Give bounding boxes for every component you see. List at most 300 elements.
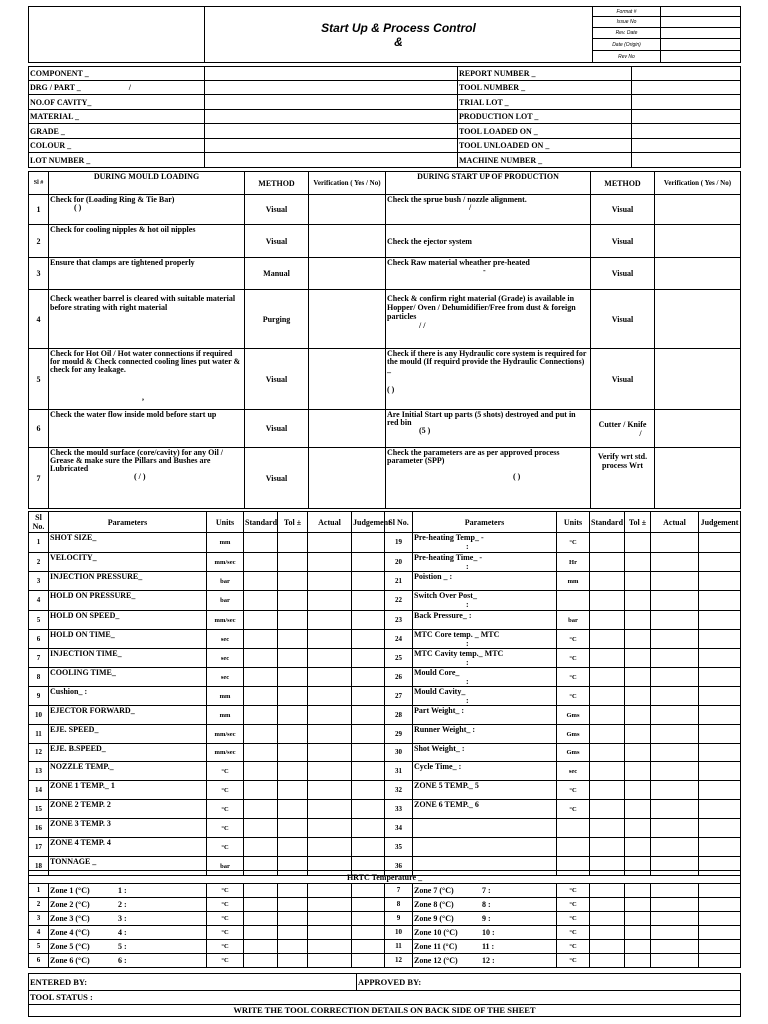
tol-field[interactable] bbox=[625, 926, 651, 940]
actual-field[interactable] bbox=[651, 611, 699, 630]
standard-field[interactable] bbox=[244, 725, 278, 744]
actual-field[interactable] bbox=[651, 940, 699, 954]
standard-field[interactable] bbox=[244, 819, 278, 838]
tol-field[interactable] bbox=[278, 706, 308, 725]
actual-field[interactable] bbox=[308, 800, 352, 819]
info-field[interactable] bbox=[632, 95, 741, 110]
standard-field[interactable] bbox=[590, 781, 625, 800]
actual-field[interactable] bbox=[651, 668, 699, 687]
parameter-name: Mould Cavity_ : bbox=[413, 687, 557, 706]
meta-label: Format # bbox=[593, 7, 661, 17]
unit: °C bbox=[557, 533, 590, 553]
zone-name: Zone 11 (°C) 11 : bbox=[413, 940, 557, 954]
actual-field[interactable] bbox=[308, 954, 352, 968]
info-field[interactable] bbox=[632, 81, 741, 95]
actual-field[interactable] bbox=[308, 553, 352, 572]
judgement-field[interactable] bbox=[699, 725, 741, 744]
tol-field[interactable] bbox=[278, 898, 308, 912]
standard-field[interactable] bbox=[244, 572, 278, 591]
judgement-field[interactable] bbox=[352, 926, 385, 940]
parameter-name: SHOT SIZE_ bbox=[49, 533, 207, 553]
row-number: 18 bbox=[29, 857, 49, 876]
row-number: 9 bbox=[385, 912, 413, 926]
standard-field[interactable] bbox=[244, 762, 278, 781]
standard-field[interactable] bbox=[590, 611, 625, 630]
judgement-field[interactable] bbox=[699, 533, 741, 553]
tol-field[interactable] bbox=[278, 912, 308, 926]
actual-field[interactable] bbox=[651, 725, 699, 744]
standard-field[interactable] bbox=[244, 649, 278, 668]
info-field[interactable] bbox=[205, 67, 458, 81]
judgement-field[interactable] bbox=[699, 954, 741, 968]
judgement-field[interactable] bbox=[352, 591, 385, 611]
table-row bbox=[29, 611, 741, 630]
actual-field[interactable] bbox=[651, 762, 699, 781]
parameter-name: ZONE 6 TEMP._ 6 bbox=[413, 800, 557, 819]
actual-field[interactable] bbox=[308, 744, 352, 762]
judgement-field[interactable] bbox=[699, 553, 741, 572]
actual-field[interactable] bbox=[651, 800, 699, 819]
row-number: 11 bbox=[385, 940, 413, 954]
tol-field[interactable] bbox=[278, 744, 308, 762]
parameter-name: HOLD ON SPEED_ bbox=[49, 611, 207, 630]
verification-field[interactable] bbox=[309, 258, 386, 290]
unit: sec bbox=[207, 630, 244, 649]
standard-field[interactable] bbox=[590, 725, 625, 744]
loading-check: Check for cooling nipples & hot oil nipples bbox=[49, 225, 245, 258]
standard-field[interactable] bbox=[244, 591, 278, 611]
judgement-field[interactable] bbox=[699, 781, 741, 800]
row-number: 1 bbox=[29, 533, 49, 553]
row-number: 33 bbox=[385, 800, 413, 819]
unit: mm/sec bbox=[207, 725, 244, 744]
row-number: 13 bbox=[29, 762, 49, 781]
meta-label: Date (Origin) bbox=[593, 39, 661, 51]
judgement-field[interactable] bbox=[699, 591, 741, 611]
unit: mm/sec bbox=[207, 553, 244, 572]
tol-field[interactable] bbox=[278, 884, 308, 898]
standard-field[interactable] bbox=[244, 884, 278, 898]
tol-field[interactable] bbox=[625, 898, 651, 912]
tol-field[interactable] bbox=[278, 940, 308, 954]
unit: mm/sec bbox=[207, 744, 244, 762]
parameter-name: Shot Weight_ : bbox=[413, 744, 557, 762]
standard-field[interactable] bbox=[590, 800, 625, 819]
actual-field[interactable] bbox=[651, 954, 699, 968]
standard-field[interactable] bbox=[590, 687, 625, 706]
col-actual: Actual bbox=[651, 512, 699, 533]
actual-field[interactable] bbox=[308, 838, 352, 857]
info-field[interactable] bbox=[205, 95, 458, 110]
judgement-field[interactable] bbox=[699, 884, 741, 898]
standard-field[interactable] bbox=[244, 611, 278, 630]
actual-field[interactable] bbox=[651, 898, 699, 912]
parameter-name: Switch Over Post_ : bbox=[413, 591, 557, 611]
verification2-field[interactable] bbox=[655, 195, 741, 225]
info-label: MACHINE NUMBER _ bbox=[458, 153, 632, 168]
tol-field[interactable] bbox=[625, 553, 651, 572]
unit: Gms bbox=[557, 744, 590, 762]
unit: mm bbox=[207, 533, 244, 553]
judgement-field[interactable] bbox=[352, 533, 385, 553]
unit: °C bbox=[557, 630, 590, 649]
info-field[interactable] bbox=[205, 124, 458, 139]
verification-field[interactable] bbox=[309, 349, 386, 410]
actual-field[interactable] bbox=[308, 706, 352, 725]
standard-field[interactable] bbox=[590, 706, 625, 725]
standard-field[interactable] bbox=[244, 954, 278, 968]
standard-field[interactable] bbox=[244, 687, 278, 706]
standard-field[interactable] bbox=[590, 940, 625, 954]
judgement-field[interactable] bbox=[699, 912, 741, 926]
row-number: 11 bbox=[29, 725, 49, 744]
parameter-name bbox=[413, 838, 557, 857]
hrtc-table bbox=[28, 870, 741, 968]
verification-field[interactable] bbox=[309, 290, 386, 349]
standard-field[interactable] bbox=[590, 572, 625, 591]
judgement-field[interactable] bbox=[699, 838, 741, 857]
standard-field[interactable] bbox=[244, 800, 278, 819]
judgement-field[interactable] bbox=[699, 819, 741, 838]
parameter-name: INJECTION PRESSURE_ bbox=[49, 572, 207, 591]
judgement-field[interactable] bbox=[352, 668, 385, 687]
actual-field[interactable] bbox=[651, 649, 699, 668]
tol-field[interactable] bbox=[625, 954, 651, 968]
standard-field[interactable] bbox=[590, 898, 625, 912]
actual-field[interactable] bbox=[308, 781, 352, 800]
judgement-field[interactable] bbox=[352, 744, 385, 762]
info-field[interactable] bbox=[632, 110, 741, 124]
verification2-field[interactable] bbox=[655, 258, 741, 290]
actual-field[interactable] bbox=[651, 591, 699, 611]
actual-field[interactable] bbox=[308, 762, 352, 781]
method: Purging bbox=[245, 290, 309, 349]
tol-field[interactable] bbox=[625, 630, 651, 649]
judgement-field[interactable] bbox=[352, 706, 385, 725]
tol-field[interactable] bbox=[278, 781, 308, 800]
judgement-field[interactable] bbox=[352, 800, 385, 819]
judgement-field[interactable] bbox=[352, 611, 385, 630]
actual-field[interactable] bbox=[651, 687, 699, 706]
judgement-field[interactable] bbox=[352, 649, 385, 668]
tol-field[interactable] bbox=[625, 533, 651, 553]
row-number: 10 bbox=[29, 706, 49, 725]
actual-field[interactable] bbox=[308, 926, 352, 940]
actual-field[interactable] bbox=[651, 884, 699, 898]
judgement-field[interactable] bbox=[699, 706, 741, 725]
info-field[interactable] bbox=[205, 139, 458, 153]
hrtc-row bbox=[29, 884, 741, 898]
info-field[interactable] bbox=[205, 110, 458, 124]
table-row bbox=[29, 649, 741, 668]
judgement-field[interactable] bbox=[699, 611, 741, 630]
tol-field[interactable] bbox=[625, 912, 651, 926]
col-sl: Sl No. bbox=[385, 512, 413, 533]
standard-field[interactable] bbox=[590, 533, 625, 553]
loading-check: Ensure that clamps are tightened properly bbox=[49, 258, 245, 290]
unit: bar bbox=[557, 611, 590, 630]
info-label: LOT NUMBER _ bbox=[29, 153, 205, 168]
verification2-field[interactable] bbox=[655, 448, 741, 509]
unit: Gms bbox=[557, 725, 590, 744]
verification-field[interactable] bbox=[309, 410, 386, 448]
actual-field[interactable] bbox=[651, 838, 699, 857]
row-number: 17 bbox=[29, 838, 49, 857]
tol-field[interactable] bbox=[278, 800, 308, 819]
zone-name: Zone 4 (°C) 4 : bbox=[49, 926, 207, 940]
actual-field[interactable] bbox=[651, 630, 699, 649]
standard-field[interactable] bbox=[590, 819, 625, 838]
tol-field[interactable] bbox=[625, 591, 651, 611]
unit bbox=[557, 819, 590, 838]
judgement-field[interactable] bbox=[352, 940, 385, 954]
form-title: Start Up & Process Control & bbox=[205, 7, 593, 63]
tol-field[interactable] bbox=[278, 838, 308, 857]
standard-field[interactable] bbox=[244, 706, 278, 725]
tol-field[interactable] bbox=[625, 762, 651, 781]
tol-field[interactable] bbox=[278, 591, 308, 611]
tol-field[interactable] bbox=[278, 926, 308, 940]
standard-field[interactable] bbox=[244, 744, 278, 762]
info-label: TRIAL LOT _ bbox=[458, 95, 632, 110]
judgement-field[interactable] bbox=[699, 926, 741, 940]
parameter-name: ZONE 4 TEMP. 4 bbox=[49, 838, 207, 857]
col-method: METHOD bbox=[245, 172, 309, 195]
row-number: 28 bbox=[385, 706, 413, 725]
standard-field[interactable] bbox=[244, 668, 278, 687]
verification2-field[interactable] bbox=[655, 410, 741, 448]
actual-field[interactable] bbox=[308, 668, 352, 687]
judgement-field[interactable] bbox=[699, 762, 741, 781]
verification2-field[interactable] bbox=[655, 225, 741, 258]
standard-field[interactable] bbox=[590, 926, 625, 940]
table-row bbox=[29, 553, 741, 572]
actual-field[interactable] bbox=[308, 912, 352, 926]
info-field[interactable] bbox=[632, 67, 741, 81]
standard-field[interactable] bbox=[590, 744, 625, 762]
tool-status[interactable]: TOOL STATUS : bbox=[29, 991, 741, 1005]
actual-field[interactable] bbox=[308, 725, 352, 744]
tol-field[interactable] bbox=[625, 819, 651, 838]
row-number: 4 bbox=[29, 290, 49, 349]
judgement-field[interactable] bbox=[699, 630, 741, 649]
judgement-field[interactable] bbox=[352, 553, 385, 572]
tol-field[interactable] bbox=[278, 819, 308, 838]
parameter-name: NOZZLE TEMP._ bbox=[49, 762, 207, 781]
actual-field[interactable] bbox=[308, 898, 352, 912]
judgement-field[interactable] bbox=[699, 744, 741, 762]
verification-field[interactable] bbox=[309, 195, 386, 225]
tol-field[interactable] bbox=[625, 884, 651, 898]
tol-field[interactable] bbox=[278, 725, 308, 744]
judgement-field[interactable] bbox=[699, 898, 741, 912]
standard-field[interactable] bbox=[590, 884, 625, 898]
tol-field[interactable] bbox=[625, 687, 651, 706]
drg-part-cell: DRG / PART _ / bbox=[29, 81, 205, 95]
actual-field[interactable] bbox=[651, 553, 699, 572]
row-number: 6 bbox=[29, 630, 49, 649]
tol-field[interactable] bbox=[625, 838, 651, 857]
actual-field[interactable] bbox=[651, 533, 699, 553]
standard-field[interactable] bbox=[244, 781, 278, 800]
actual-field[interactable] bbox=[308, 533, 352, 553]
unit: °C bbox=[207, 926, 244, 940]
standard-field[interactable] bbox=[244, 533, 278, 553]
judgement-field[interactable] bbox=[352, 762, 385, 781]
actual-field[interactable] bbox=[651, 819, 699, 838]
tol-field[interactable] bbox=[278, 553, 308, 572]
actual-field[interactable] bbox=[651, 781, 699, 800]
tol-field[interactable] bbox=[625, 725, 651, 744]
tol-field[interactable] bbox=[278, 611, 308, 630]
judgement-field[interactable] bbox=[699, 668, 741, 687]
zone-name: Zone 7 (°C) 7 : bbox=[413, 884, 557, 898]
actual-field[interactable] bbox=[651, 744, 699, 762]
col-parameters: Parameters bbox=[413, 512, 557, 533]
judgement-field[interactable] bbox=[699, 687, 741, 706]
logo-area bbox=[29, 7, 205, 63]
judgement-field[interactable] bbox=[352, 687, 385, 706]
actual-field[interactable] bbox=[651, 572, 699, 591]
footer-note: WRITE THE TOOL CORRECTION DETAILS ON BACK SIDE OF THE SHEET bbox=[29, 1005, 741, 1017]
zone-name: Zone 1 (°C) 1 : bbox=[49, 884, 207, 898]
judgement-field[interactable] bbox=[352, 572, 385, 591]
actual-field[interactable] bbox=[651, 912, 699, 926]
verification2-field[interactable] bbox=[655, 349, 741, 410]
info-field[interactable] bbox=[632, 124, 741, 139]
actual-field[interactable] bbox=[308, 572, 352, 591]
hrtc-row bbox=[29, 940, 741, 954]
actual-field[interactable] bbox=[308, 884, 352, 898]
parameters-table bbox=[28, 511, 741, 876]
judgement-field[interactable] bbox=[352, 781, 385, 800]
col-parameters: Parameters bbox=[49, 512, 207, 533]
standard-field[interactable] bbox=[590, 630, 625, 649]
entered-by[interactable]: ENTERED BY: bbox=[29, 974, 357, 991]
standard-field[interactable] bbox=[244, 898, 278, 912]
standard-field[interactable] bbox=[244, 630, 278, 649]
tol-field[interactable] bbox=[278, 668, 308, 687]
tol-field[interactable] bbox=[278, 687, 308, 706]
info-table bbox=[28, 66, 741, 168]
judgement-field[interactable] bbox=[352, 819, 385, 838]
tol-field[interactable] bbox=[625, 744, 651, 762]
tol-field[interactable] bbox=[278, 533, 308, 553]
judgement-field[interactable] bbox=[352, 630, 385, 649]
actual-field[interactable] bbox=[308, 649, 352, 668]
tol-field[interactable] bbox=[278, 954, 308, 968]
standard-field[interactable] bbox=[244, 553, 278, 572]
approved-by[interactable]: APPROVED BY: bbox=[357, 974, 741, 991]
standard-field[interactable] bbox=[590, 668, 625, 687]
tol-field[interactable] bbox=[625, 611, 651, 630]
zone-name: Zone 5 (°C) 5 : bbox=[49, 940, 207, 954]
actual-field[interactable] bbox=[308, 630, 352, 649]
judgement-field[interactable] bbox=[352, 912, 385, 926]
tol-field[interactable] bbox=[625, 668, 651, 687]
tol-field[interactable] bbox=[625, 649, 651, 668]
parameter-name: ZONE 2 TEMP. 2 bbox=[49, 800, 207, 819]
info-field[interactable] bbox=[205, 81, 458, 95]
tol-field[interactable] bbox=[278, 572, 308, 591]
standard-field[interactable] bbox=[244, 838, 278, 857]
row-number: 5 bbox=[29, 611, 49, 630]
row-number: 5 bbox=[29, 349, 49, 410]
actual-field[interactable] bbox=[651, 706, 699, 725]
verification2-field[interactable] bbox=[655, 290, 741, 349]
parameter-name: Back Pressure_ : bbox=[413, 611, 557, 630]
tol-field[interactable] bbox=[625, 572, 651, 591]
meta-value bbox=[661, 39, 741, 51]
tol-field[interactable] bbox=[278, 649, 308, 668]
row-number: 2 bbox=[29, 553, 49, 572]
row-number: 3 bbox=[29, 912, 49, 926]
tol-field[interactable] bbox=[625, 940, 651, 954]
judgement-field[interactable] bbox=[699, 940, 741, 954]
judgement-field[interactable] bbox=[352, 898, 385, 912]
judgement-field[interactable] bbox=[699, 572, 741, 591]
parameter-name: ZONE 3 TEMP. 3 bbox=[49, 819, 207, 838]
standard-field[interactable] bbox=[590, 762, 625, 781]
info-field[interactable] bbox=[632, 153, 741, 168]
unit: sec bbox=[207, 649, 244, 668]
actual-field[interactable] bbox=[308, 591, 352, 611]
checklist-table bbox=[28, 171, 741, 509]
standard-field[interactable] bbox=[590, 954, 625, 968]
row-number: 4 bbox=[29, 926, 49, 940]
startup-check: Are Initial Start up parts (5 shots) destroyed and put in red bin (5 ) bbox=[386, 410, 591, 448]
judgement-field[interactable] bbox=[352, 954, 385, 968]
actual-field[interactable] bbox=[308, 611, 352, 630]
tol-field[interactable] bbox=[625, 781, 651, 800]
verification-field[interactable] bbox=[309, 448, 386, 509]
standard-field[interactable] bbox=[244, 940, 278, 954]
standard-field[interactable] bbox=[244, 926, 278, 940]
judgement-field[interactable] bbox=[352, 838, 385, 857]
tol-field[interactable] bbox=[278, 762, 308, 781]
info-field[interactable] bbox=[632, 139, 741, 153]
row-number: 32 bbox=[385, 781, 413, 800]
verification-field[interactable] bbox=[309, 225, 386, 258]
unit: °C bbox=[557, 800, 590, 819]
standard-field[interactable] bbox=[590, 553, 625, 572]
standard-field[interactable] bbox=[590, 649, 625, 668]
judgement-field[interactable] bbox=[699, 649, 741, 668]
actual-field[interactable] bbox=[308, 819, 352, 838]
standard-field[interactable] bbox=[590, 591, 625, 611]
standard-field[interactable] bbox=[590, 838, 625, 857]
tol-field[interactable] bbox=[278, 630, 308, 649]
info-field[interactable] bbox=[205, 153, 458, 168]
tol-field[interactable] bbox=[625, 706, 651, 725]
parameter-name: EJECTOR FORWARD_ bbox=[49, 706, 207, 725]
judgement-field[interactable] bbox=[352, 725, 385, 744]
judgement-field[interactable] bbox=[352, 884, 385, 898]
col-verification: Verification ( Yes / No) bbox=[309, 172, 386, 195]
table-row bbox=[29, 800, 741, 819]
method: Visual bbox=[245, 448, 309, 509]
standard-field[interactable] bbox=[590, 912, 625, 926]
parameter-name: VELOCITY_ bbox=[49, 553, 207, 572]
actual-field[interactable] bbox=[308, 940, 352, 954]
actual-field[interactable] bbox=[308, 687, 352, 706]
table-row bbox=[29, 838, 741, 857]
actual-field[interactable] bbox=[651, 926, 699, 940]
meta-value bbox=[661, 7, 741, 17]
standard-field[interactable] bbox=[244, 912, 278, 926]
tol-field[interactable] bbox=[625, 800, 651, 819]
judgement-field[interactable] bbox=[699, 800, 741, 819]
